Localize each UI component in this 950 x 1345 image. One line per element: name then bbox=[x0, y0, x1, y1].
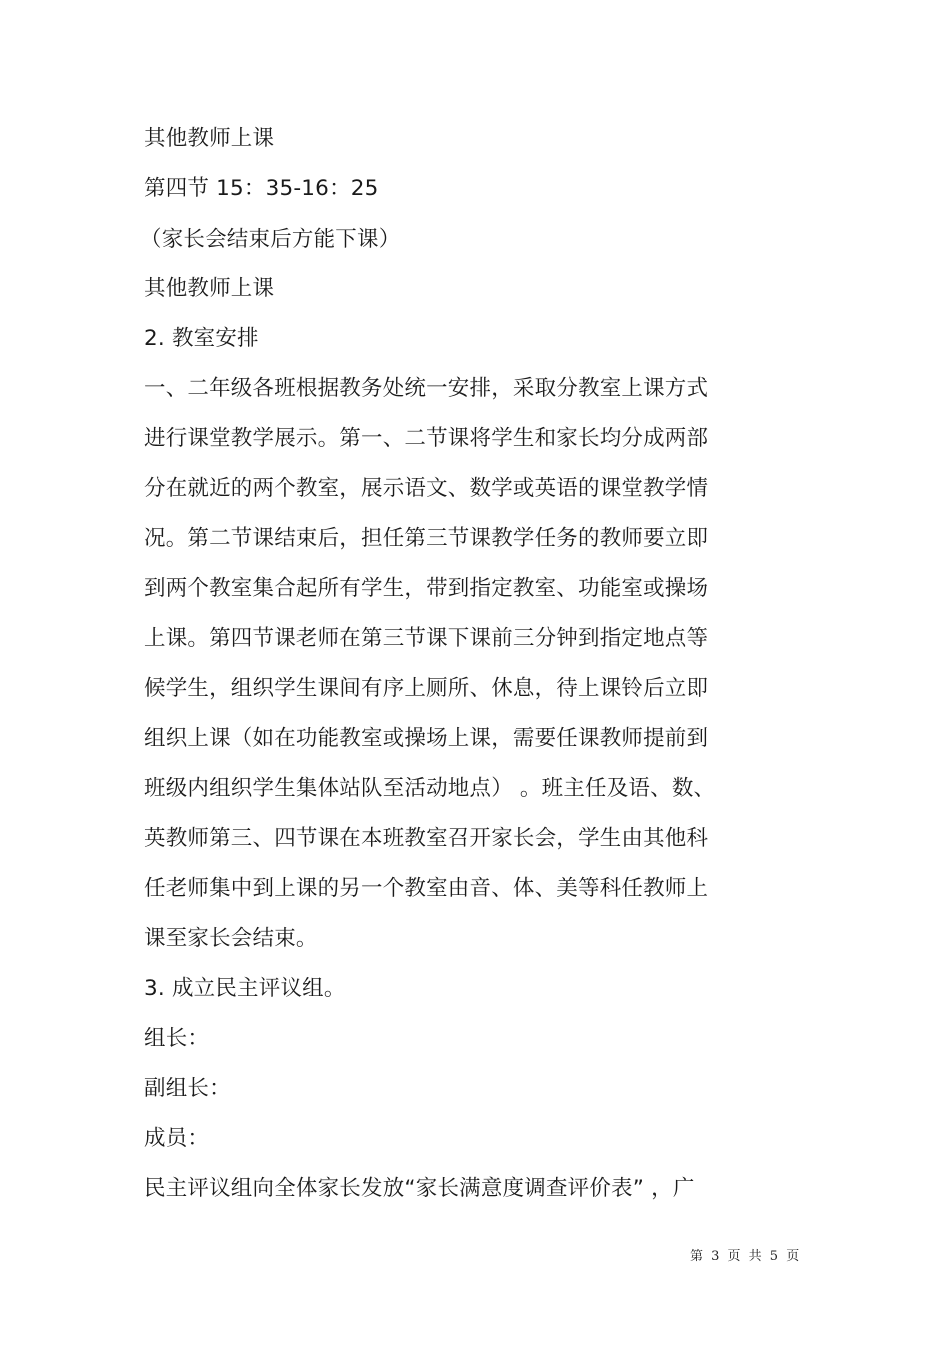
text-line: 组织上课（如在功能教室或操场上课，需要任课教师提前到 bbox=[144, 726, 709, 751]
text-line: 候学生，组织学生课间有序上厕所、休息，待上课铃后立即 bbox=[144, 676, 709, 701]
text-line: 第四节 15：35-16：25 bbox=[144, 176, 379, 201]
text-line: 到两个教室集合起所有学生，带到指定教室、功能室或操场 bbox=[144, 576, 709, 601]
text-line: 其他教师上课 bbox=[144, 276, 275, 301]
text-line: （家长会结束后方能下课） bbox=[140, 227, 401, 252]
text-line: 成员： bbox=[144, 1126, 210, 1151]
text-line: 上课。第四节课老师在第三节课下课前三分钟到指定地点等 bbox=[144, 626, 709, 651]
text-line: 组长： bbox=[144, 1026, 210, 1051]
text-line: 班级内组织学生集体站队至活动地点） 。班主任及语、数、 bbox=[144, 776, 716, 801]
text-line: 课至家长会结束。 bbox=[144, 926, 318, 951]
text-line: 况。第二节课结束后，担任第三节课教学任务的教师要立即 bbox=[144, 526, 709, 551]
text-line: 任老师集中到上课的另一个教室由音、体、美等科任教师上 bbox=[144, 876, 709, 901]
text-line: 英教师第三、四节课在本班教室召开家长会，学生由其他科 bbox=[144, 826, 709, 851]
text-line: 民主评议组向全体家长发放“家长满意度调查评价表” ，广 bbox=[144, 1176, 695, 1201]
text-line: 副组长： bbox=[144, 1076, 231, 1101]
text-line: 其他教师上课 bbox=[144, 126, 275, 151]
page-number: 第 3 页 共 5 页 bbox=[690, 1249, 802, 1264]
section-heading: 2. 教室安排 bbox=[144, 326, 259, 351]
text-line: 分在就近的两个教室，展示语文、数学或英语的课堂教学情 bbox=[144, 476, 709, 501]
text-line: 一、二年级各班根据教务处统一安排，采取分教室上课方式 bbox=[144, 376, 709, 401]
section-heading: 3. 成立民主评议组。 bbox=[144, 976, 346, 1001]
text-line: 进行课堂教学展示。第一、二节课将学生和家长均分成两部 bbox=[144, 426, 709, 451]
